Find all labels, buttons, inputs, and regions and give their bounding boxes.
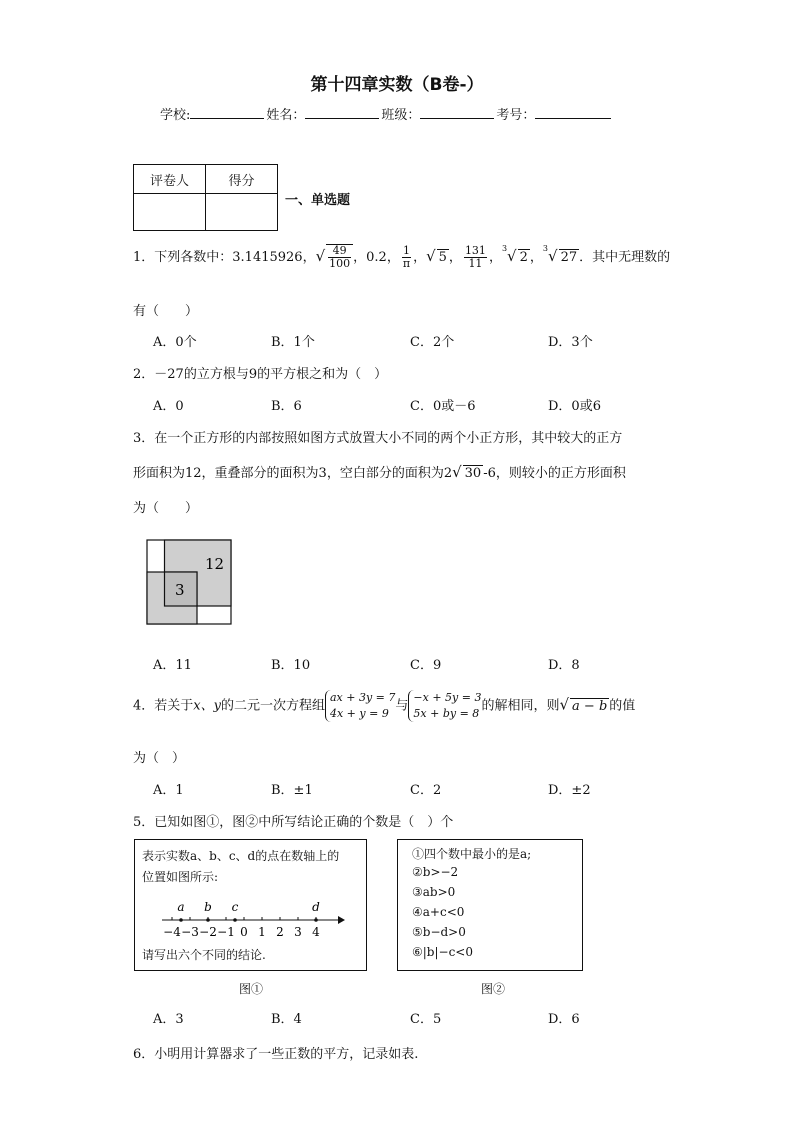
fraction-one-over-pi: $\frac{1}{\pi}$: [402, 244, 411, 270]
q3-option-a[interactable]: A．11: [153, 658, 192, 673]
figure-1-caption: 图①: [239, 982, 264, 996]
class-label: 班级：: [381, 108, 421, 123]
q5-option-c[interactable]: C．5: [410, 1012, 442, 1027]
squares-figure: [146, 539, 236, 627]
q2-option-d[interactable]: D．0或6: [548, 399, 601, 414]
score-table: [133, 164, 278, 231]
sqrt-a-minus-b: a − b: [572, 698, 608, 714]
figure-2-item-6: ⑥|b|−c<0: [412, 945, 473, 959]
q2-option-c[interactable]: C．0或－6: [410, 399, 476, 414]
figure-1-line-2: 位置如图所示:: [142, 870, 219, 884]
q2-option-a[interactable]: A．0: [153, 399, 184, 414]
student-info-line: [160, 104, 613, 123]
q3-option-b[interactable]: B．10: [271, 658, 311, 673]
grader-header: 评卷人: [134, 165, 206, 194]
question-4-line-2: 为（ ）: [133, 751, 186, 766]
question-1-line-2: 有（ ）: [133, 304, 199, 319]
q3-option-d[interactable]: D．8: [548, 658, 580, 673]
q5-option-a[interactable]: A．3: [153, 1012, 184, 1027]
school-label: 学校:: [160, 108, 191, 123]
cbrt-2: 2: [519, 250, 528, 265]
q4-option-d[interactable]: D．±2: [548, 783, 591, 798]
sqrt-30: 30: [464, 466, 482, 481]
question-1-line-1: 1．下列各数中：3.1415926，√ $\frac{49}{100}$ ，0.2， $\frac{1}{\pi}$ ，√ 5 ， $\frac{131}{11}$ ，$^3$√ 2 ，$^3$√ 27 ．其中无理数的: [133, 244, 671, 270]
score-header: 得分: [206, 165, 278, 194]
tick-label: 1: [258, 925, 266, 939]
id-blank[interactable]: [535, 104, 611, 119]
tick-label: 3: [294, 925, 302, 939]
equation-system-2: −x + 5y = 3 5x + by = 8: [408, 690, 481, 722]
question-6: 6．小明用计算器求了一些正数的平方，记录如表.: [133, 1047, 419, 1062]
tick-label: 2: [276, 925, 284, 939]
point-a: [179, 918, 183, 922]
q1-option-c[interactable]: C．2个: [410, 335, 455, 350]
section-title: 一、单选题: [285, 193, 351, 208]
figure-2-item-5: ⑤b−d>0: [412, 925, 466, 939]
point-label-a: a: [177, 900, 185, 914]
sqrt-fraction: $\frac{49}{100}$: [326, 244, 353, 270]
point-b: [206, 918, 210, 922]
figure-1-line-1: 表示实数a、b、c、d的点在数轴上的: [142, 849, 340, 863]
large-square-label: 12: [205, 555, 225, 573]
tick-label: 0: [240, 925, 248, 939]
point-d: [314, 918, 318, 922]
id-label: 考号：: [496, 108, 536, 123]
axis-arrow-icon: [338, 916, 345, 924]
figure-1-box: [134, 839, 367, 971]
question-3-line-2: 形面积为12，重叠部分的面积为3，空白部分的面积为2√ 30 -6，则较小的正方形面积: [133, 463, 626, 481]
question-2: 2．－27的立方根与9的平方根之和为（ ）: [133, 367, 388, 382]
figure-2-caption: 图②: [481, 982, 506, 996]
question-3-line-3: 为（ ）: [133, 501, 199, 516]
class-blank[interactable]: [420, 104, 494, 119]
question-3-line-1: 3．在一个正方形的内部按照如图方式放置大小不同的两个小正方形，其中较大的正方: [133, 431, 623, 446]
q2-option-b[interactable]: B．6: [271, 399, 302, 414]
sqrt-5: 5: [438, 250, 447, 265]
tick-label: −3: [181, 925, 199, 939]
equation-system-1: ax + 3y = 7 4x + y = 9: [325, 690, 395, 722]
point-c: [233, 918, 237, 922]
figure-2-item-1: ①四个数中最小的是a;: [412, 847, 532, 861]
overlap-label: 3: [175, 581, 185, 599]
number-line: [160, 898, 345, 942]
grader-cell[interactable]: [134, 194, 206, 231]
figure-2-box: [397, 839, 583, 971]
figure-2-item-3: ③ab>0: [412, 885, 456, 899]
cbrt-27: 27: [560, 250, 578, 265]
point-label-d: d: [312, 900, 320, 914]
name-blank[interactable]: [305, 104, 379, 119]
tick-label: −4: [163, 925, 181, 939]
question-5: 5．已知如图①，图②中所写结论正确的个数是（ ）个: [133, 815, 454, 830]
q3-option-c[interactable]: C．9: [410, 658, 442, 673]
page-title: 第十四章实数（B卷-）: [310, 75, 484, 95]
q4-option-b[interactable]: B．±1: [271, 783, 313, 798]
tick-label: −2: [199, 925, 217, 939]
score-cell[interactable]: [206, 194, 278, 231]
question-4-line-1: 4．若关于x、y的二元一次方程组 ax + 3y = 7 4x + y = 9 与 −x + 5y = 3 5x + by = 8 的解相同，则√ a − b 的值: [133, 691, 636, 720]
q1-option-d[interactable]: D．3个: [548, 335, 593, 350]
point-label-b: b: [204, 900, 212, 914]
figure-1-footer: 请写出六个不同的结论.: [142, 948, 266, 962]
tick-label: 4: [312, 925, 320, 939]
figure-2-item-4: ④a+c<0: [412, 905, 465, 919]
q1-option-b[interactable]: B．1个: [271, 335, 315, 350]
q5-option-b[interactable]: B．4: [271, 1012, 302, 1027]
q4-option-c[interactable]: C．2: [410, 783, 442, 798]
name-label: 姓名：: [266, 108, 306, 123]
point-label-c: c: [231, 900, 239, 914]
school-blank[interactable]: [190, 104, 264, 119]
q4-option-a[interactable]: A．1: [153, 783, 184, 798]
q5-option-d[interactable]: D．6: [548, 1012, 580, 1027]
q1-option-a[interactable]: A．0个: [153, 335, 197, 350]
figure-2-item-2: ②b>−2: [412, 865, 459, 879]
tick-label: −1: [217, 925, 235, 939]
fraction-131-over-11: $\frac{131}{11}$: [464, 244, 486, 270]
